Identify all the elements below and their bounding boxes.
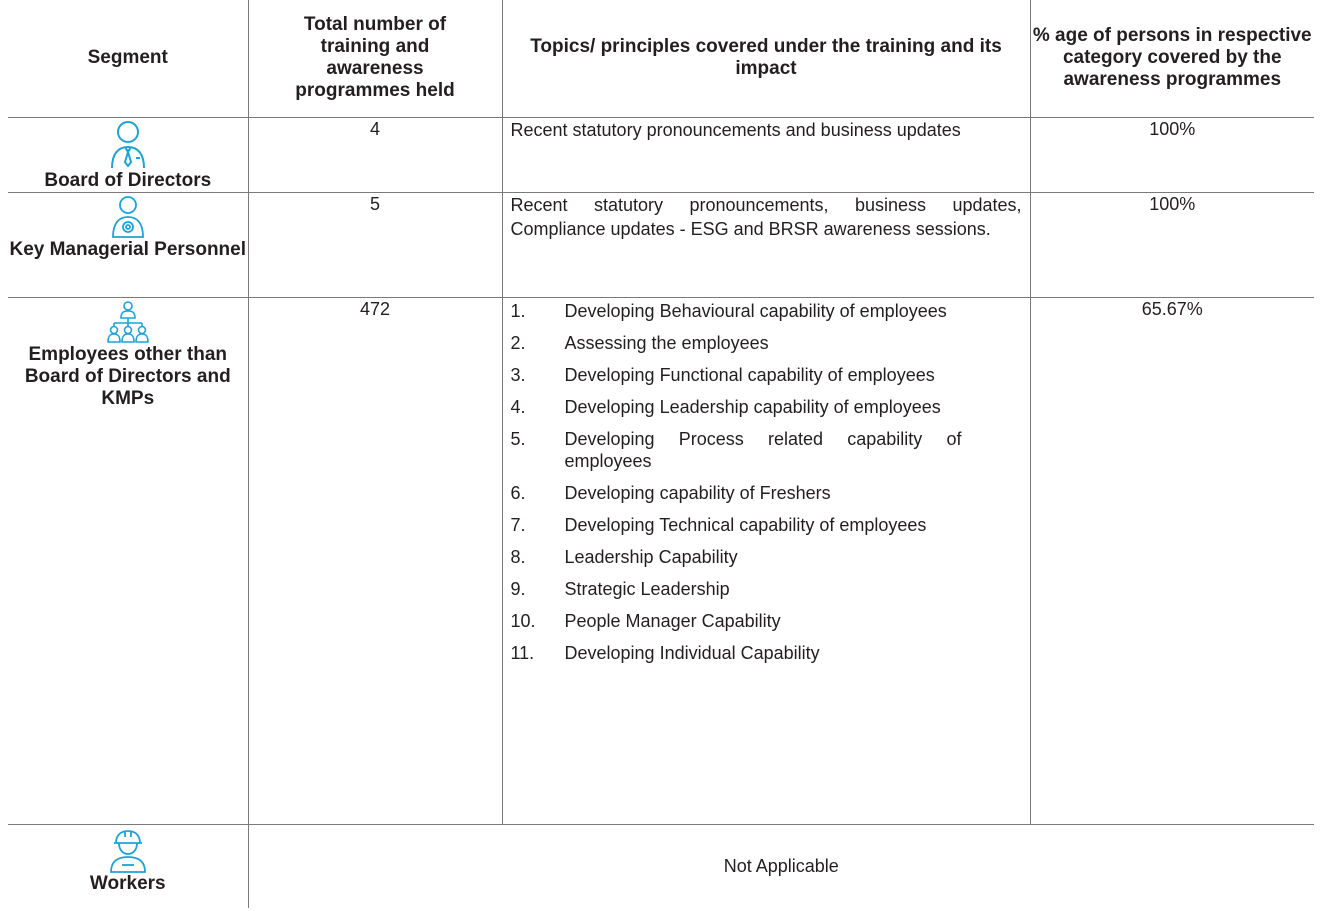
percent-value: 100%	[1030, 192, 1314, 297]
header-percent: % age of persons in respective category covered by the awareness programmes	[1030, 0, 1314, 117]
list-item: 10. People Manager Capability	[510, 610, 781, 631]
list-item: 11. Developing Individual Capability	[510, 642, 820, 663]
segment-label: Key Managerial Personnel	[9, 238, 247, 260]
list-item: 8. Leadership Capability	[510, 546, 738, 567]
topics-text: Recent statutory pronouncements, business updates, Compliance updates - ESG and BRSR awareness sessions.	[502, 192, 1030, 297]
header-total: Total number of training and awareness programmes held	[248, 0, 502, 117]
training-programmes-table	[8, 0, 1314, 908]
list-item: 2. Assessing the employees	[510, 332, 769, 353]
org-chart-icon	[106, 300, 150, 344]
not-applicable-cell: Not Applicable	[248, 824, 1314, 908]
list-item: 5. Developing Process related capability of employees	[510, 428, 962, 471]
segment-label: Workers	[89, 872, 166, 894]
segment-label: Employees other than Board of Directors and KMPs	[24, 343, 231, 409]
segment-label: Board of Directors	[44, 169, 212, 191]
managerial-gear-icon	[110, 195, 146, 239]
header-topics: Topics/ principles covered under the training and its impact	[502, 0, 1030, 117]
percent-value: 100%	[1030, 117, 1314, 192]
percent-value: 65.67%	[1030, 297, 1314, 824]
header-segment: Segment	[8, 0, 248, 117]
table-row	[8, 192, 1314, 297]
worker-helmet-icon	[108, 827, 148, 873]
total-count: 5	[248, 192, 502, 297]
list-item: 4. Developing Leadership capability of employees	[510, 396, 941, 417]
table-row	[8, 297, 1314, 824]
topic-list	[511, 300, 1022, 664]
list-item: 9. Strategic Leadership	[510, 578, 730, 599]
list-item: 7. Developing Technical capability of employees	[510, 514, 927, 535]
list-item: 6. Developing capability of Freshers	[510, 482, 831, 503]
board-director-icon	[108, 120, 148, 170]
list-item: 1. Developing Behavioural capability of employees	[510, 300, 947, 321]
table-row	[8, 824, 1314, 908]
table-row	[8, 117, 1314, 192]
total-count: 4	[248, 117, 502, 192]
total-count: 472	[248, 297, 502, 824]
topics-text: Recent statutory pronouncements and business updates	[502, 117, 1030, 192]
list-item: 3. Developing Functional capability of employees	[510, 364, 935, 385]
